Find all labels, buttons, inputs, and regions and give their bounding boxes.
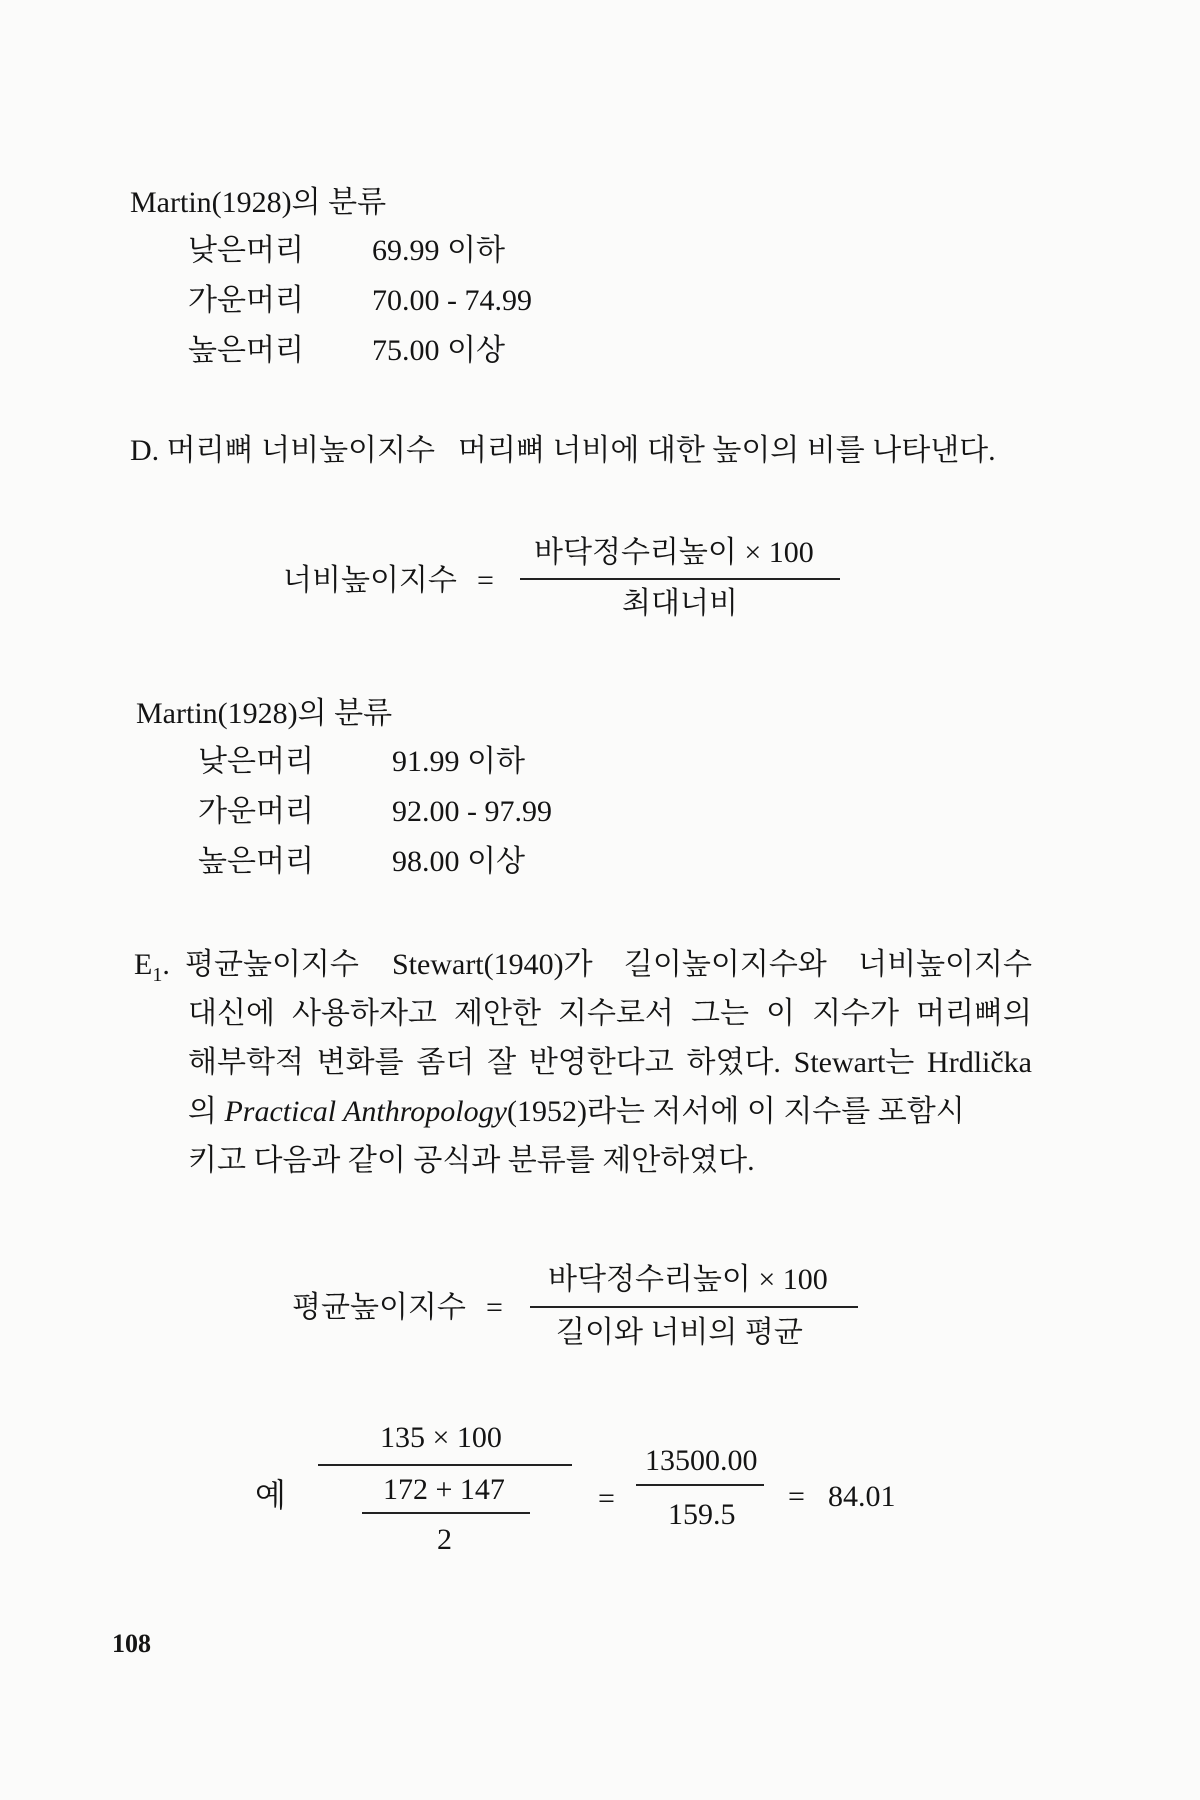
example-inner-fraction-bar — [362, 1512, 530, 1514]
martin-heading-2: Martin(1928)의 분류 — [136, 697, 393, 730]
example-equals-2: = — [788, 1480, 805, 1513]
section-e1-line-1: Stewart(1940)가 길이높이지수와 너비높이지수 — [392, 948, 1032, 981]
section-e1-letter: E — [134, 948, 153, 981]
section-d-description: 머리뼈 너비에 대한 높이의 비를 나타낸다. — [458, 434, 996, 467]
class-range-mid-1: 70.00 - 74.99 — [372, 284, 532, 317]
class-range-low-2: 91.99 이하 — [392, 745, 525, 778]
section-e1-heading: 평균높이지수 — [185, 948, 359, 981]
example-top-numerator: 135 × 100 — [380, 1421, 502, 1454]
formula-d-fraction-bar — [520, 578, 840, 580]
example-inner-numerator: 172 + 147 — [383, 1473, 505, 1506]
example-main-fraction-bar — [318, 1464, 572, 1466]
class-range-high-2: 98.00 이상 — [392, 845, 525, 878]
class-label-mid-2: 가운머리 — [198, 795, 314, 828]
example-label: 예 — [255, 1477, 286, 1513]
line-4-prefix: 의 — [188, 1095, 225, 1128]
class-label-low-2: 낮은머리 — [198, 745, 314, 778]
line-4-suffix: (1952)라는 저서에 이 지수를 포함시 — [506, 1095, 965, 1128]
example-inner-denominator: 2 — [437, 1523, 452, 1556]
example-equals-1: = — [598, 1482, 615, 1515]
class-range-high-1: 75.00 이상 — [372, 334, 505, 367]
class-range-mid-2: 92.00 - 97.99 — [392, 795, 552, 828]
example-result: 84.01 — [828, 1480, 896, 1513]
book-title-italic: Practical Anthropology — [224, 1095, 507, 1128]
formula-d-equals: = — [477, 564, 494, 597]
formula-e1-lhs: 평균높이지수 — [292, 1291, 466, 1324]
formula-e1-fraction-bar — [530, 1306, 858, 1308]
class-label-mid-1: 가운머리 — [188, 284, 304, 317]
formula-d-lhs: 너비높이지수 — [283, 564, 457, 597]
class-label-high-1: 높은머리 — [188, 334, 304, 367]
section-e1-line-4 — [188, 1094, 1032, 1130]
formula-e1-equals: = — [486, 1291, 503, 1324]
class-label-low-1: 낮은머리 — [188, 234, 304, 267]
section-e1-line-5: 키고 다음과 같이 공식과 분류를 제안하였다. — [188, 1144, 755, 1177]
martin-heading-1: Martin(1928)의 분류 — [130, 186, 387, 219]
example-mid-fraction-bar — [636, 1484, 764, 1486]
section-e1-line-3: 해부학적 변화를 좀더 잘 반영한다고 하였다. Stewart는 Hrdlička — [188, 1046, 1032, 1079]
page-number: 108 — [112, 1629, 151, 1658]
section-e1-marker — [134, 947, 170, 993]
formula-e1-denominator: 길이와 너비의 평균 — [556, 1316, 803, 1349]
example-mid-numerator: 13500.00 — [645, 1444, 758, 1477]
section-d-heading: D. 머리뼈 너비높이지수 — [130, 434, 435, 467]
class-range-low-1: 69.99 이하 — [372, 234, 505, 267]
formula-e1-numerator: 바닥정수리높이 × 100 — [548, 1263, 828, 1296]
section-e1-dot: . — [162, 948, 170, 981]
formula-d-numerator: 바닥정수리높이 × 100 — [534, 536, 814, 569]
class-label-high-2: 높은머리 — [198, 845, 314, 878]
formula-d-denominator: 최대너비 — [622, 587, 738, 620]
section-e1-line-2: 대신에 사용하자고 제안한 지수로서 그는 이 지수가 머리뼈의 — [188, 997, 1032, 1030]
example-mid-denominator: 159.5 — [668, 1498, 736, 1531]
section-e1-subscript: 1 — [152, 964, 163, 986]
